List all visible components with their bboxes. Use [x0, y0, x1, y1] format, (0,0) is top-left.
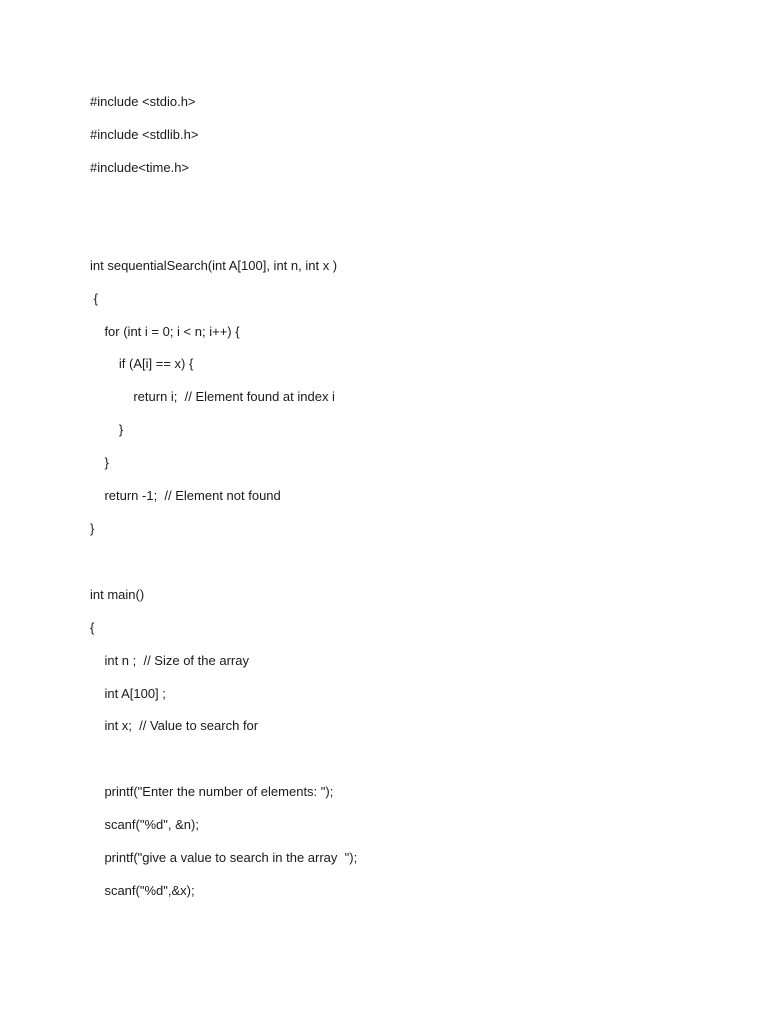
code-line-19: int A[100] ; — [90, 686, 166, 701]
code-line-10: return i; // Element found at index i — [90, 389, 335, 404]
code-line-3: #include<time.h> — [90, 160, 190, 175]
code-line-12: } — [90, 455, 109, 470]
code-line-13: return -1; // Element not found — [90, 488, 281, 503]
code-line-14: } — [90, 521, 95, 536]
code-line-1: #include <stdio.h> — [90, 94, 196, 109]
code-line-9: if (A[i] == x) { — [90, 356, 194, 371]
code-line-2: #include <stdlib.h> — [90, 127, 199, 142]
code-line-6: int sequentialSearch(int A[100], int n, int x ) — [90, 258, 338, 273]
code-line-24: printf("give a value to search in the array "); — [90, 850, 358, 865]
code-line-18: int n ; // Size of the array — [90, 653, 249, 668]
code-line-11: } — [90, 422, 124, 437]
code-line-16: int main() — [90, 587, 145, 602]
code-line-25: scanf("%d",&x); — [90, 883, 195, 898]
code-line-20: int x; // Value to search for — [90, 718, 259, 733]
code-line-8: for (int i = 0; i < n; i++) { — [90, 324, 240, 339]
code-line-23: scanf("%d", &n); — [90, 817, 199, 832]
code-line-17: { — [90, 620, 95, 635]
code-line-22: printf("Enter the number of elements: "); — [90, 784, 334, 799]
code-line-7: { — [90, 291, 98, 306]
